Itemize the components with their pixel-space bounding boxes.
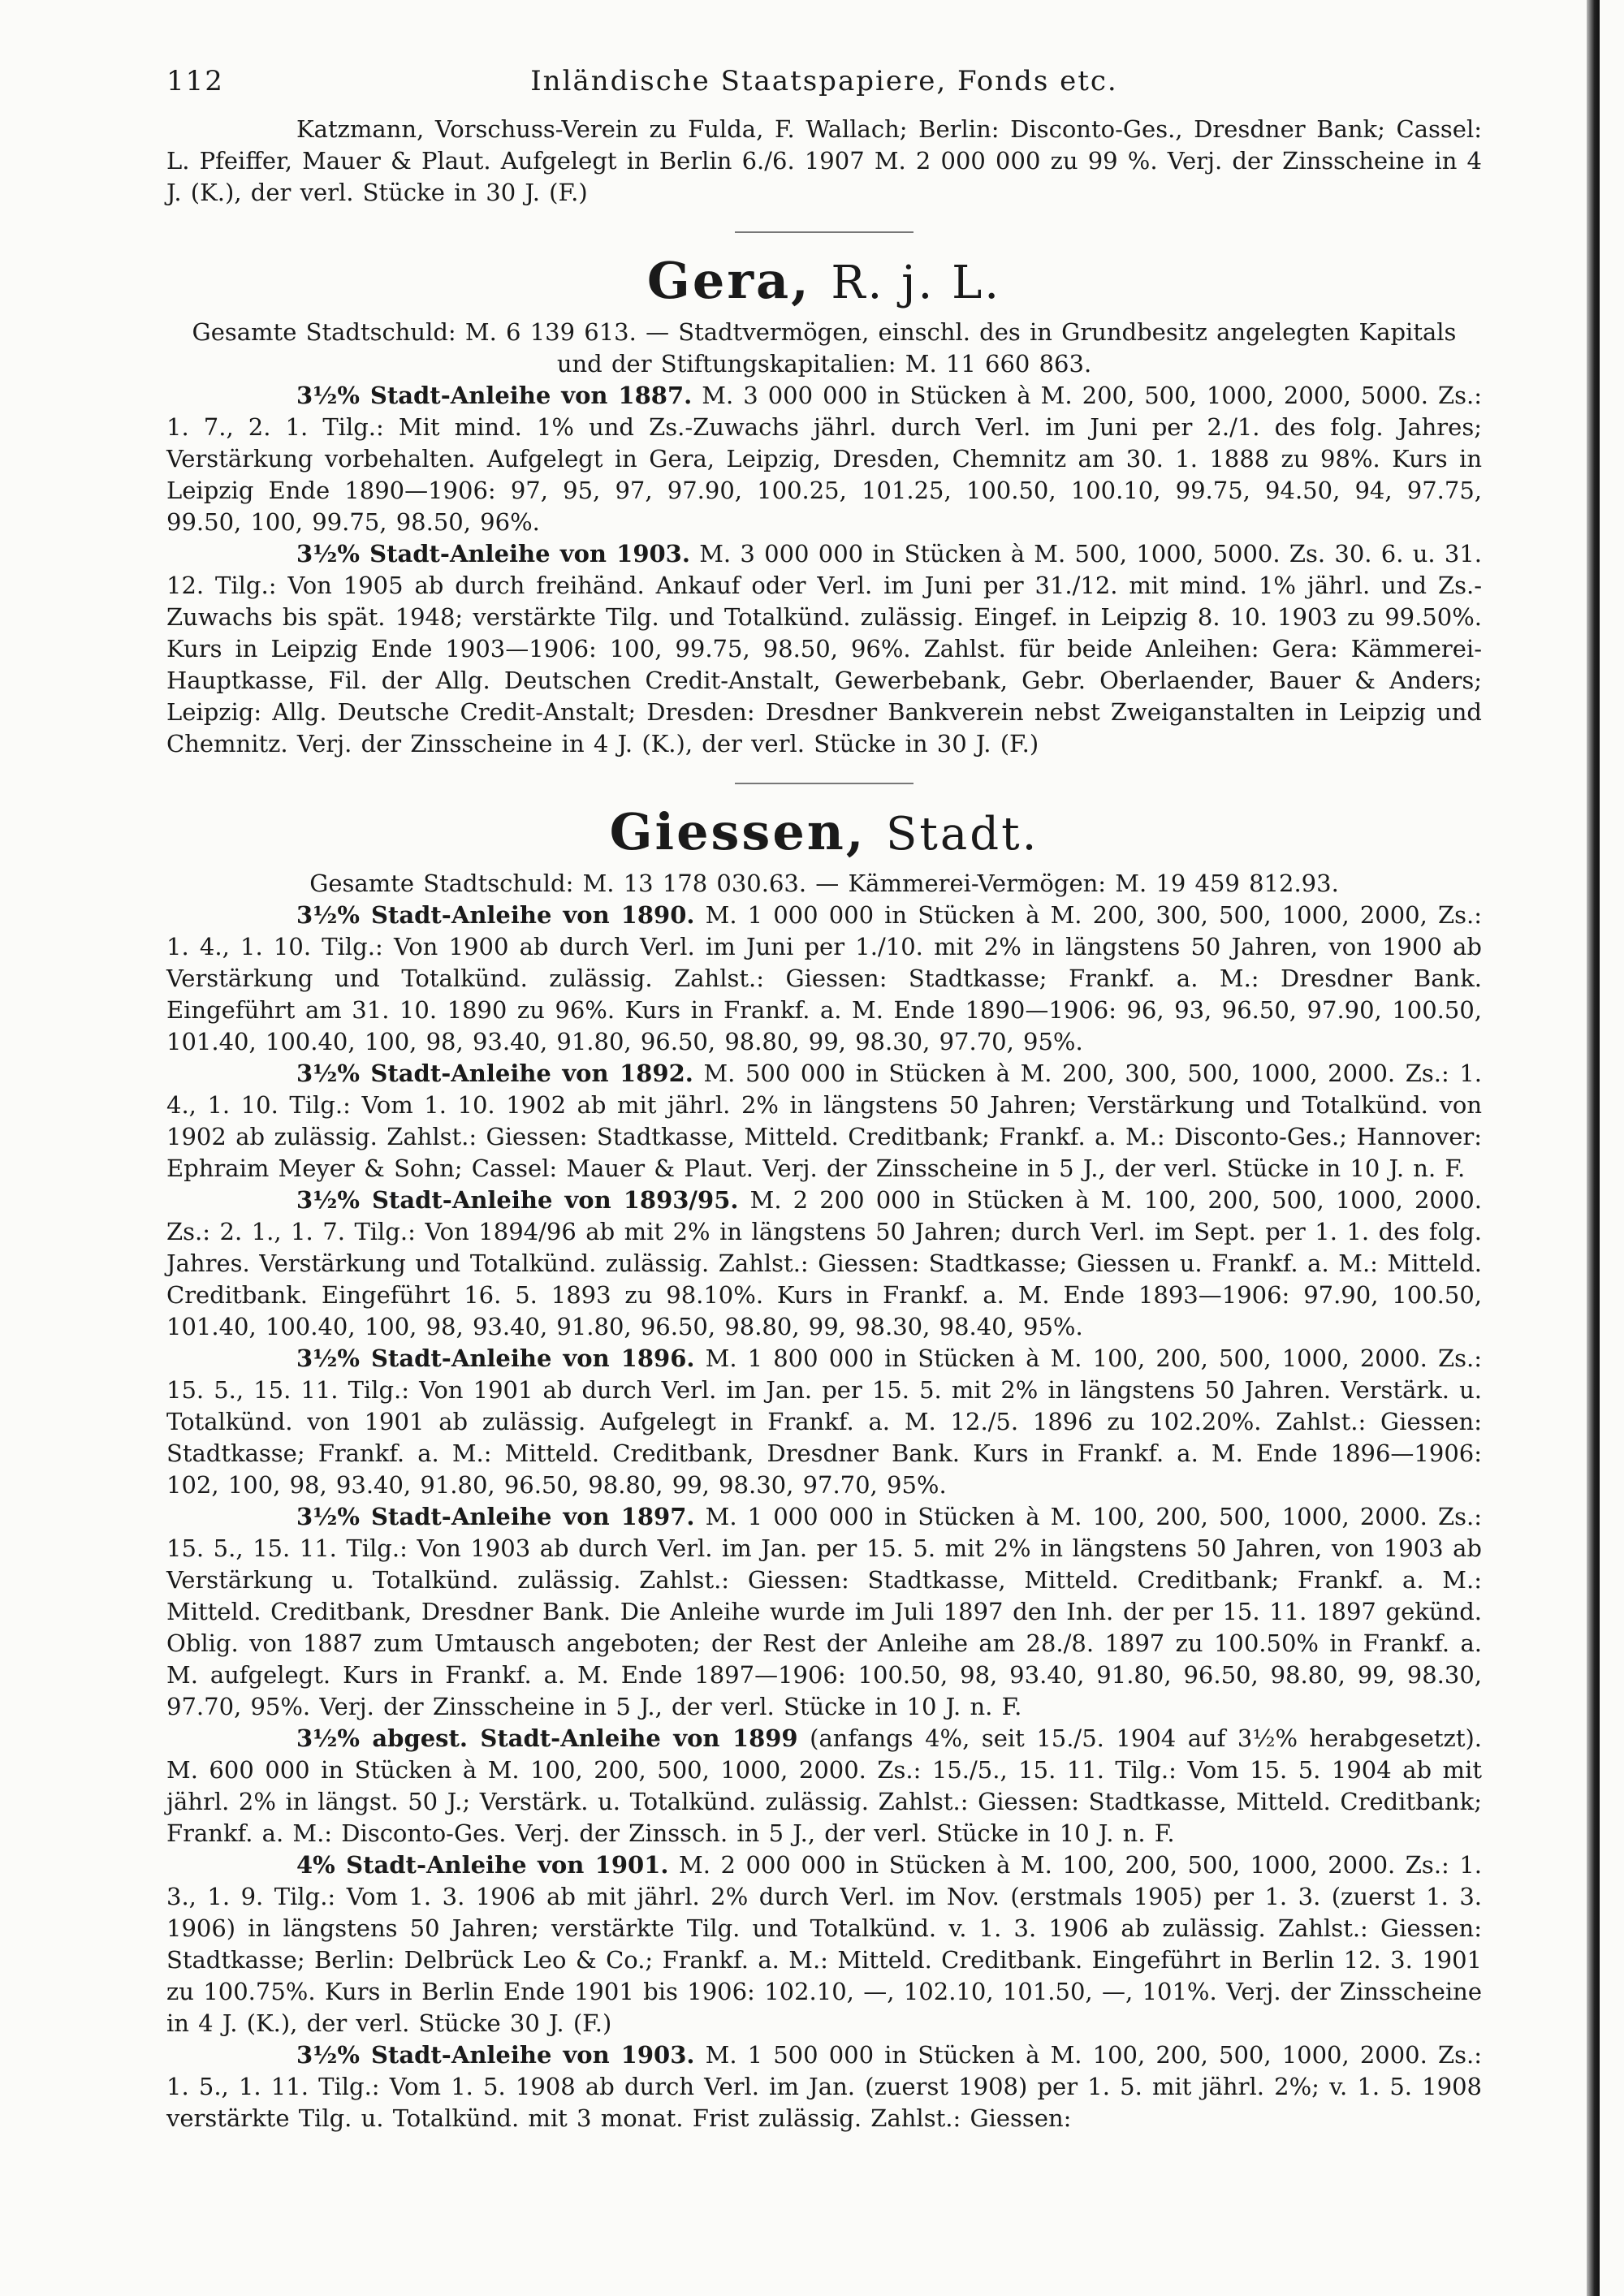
- giessen-entry-1896: [166, 1343, 1482, 1501]
- entry-heading: 3½% Stadt-Anleihe von 1892.: [296, 1060, 693, 1087]
- entry-text: M. 2 000 000 in Stücken à M. 100, 200, 500, 1000, 2000. Zs.: 1. 3., 1. 9. Tilg.: Vom 1. 3. 1906 ab mit jährl. 2% durch Verl. im Nov. (erstmals 1905) per 1. 3. (zuerst 1. 3. 1906) in längstens 50 Jahren; verstärkte Tilg. und Totalkünd. v. 1. 3. 1906 ab zulässig. Zahlst.: Giessen: Stadtkasse; Berlin: Delbrück Leo & Co.; Frankf. a. M.: Mitteld. Creditbank. Eingeführt in Berlin 12. 3. 1901 zu 100.75%. Kurs in Berlin Ende 1901 bis 1906: 102.10, —, 102.10, 101.50, —, 101%. Verj. der Zinsscheine in 4 J. (K.), der verl. Stücke 30 J. (F.): [166, 1851, 1483, 2037]
- gera-summary: Gesamte Stadtschuld: M. 6 139 613. — Stadtvermögen, einschl. des in Grundbesitz angelegten Kapitals und der Stiftungskapitalien: M. 11 660 863.: [192, 318, 1457, 378]
- running-title: Inländische Staatspapiere, Fonds etc.: [530, 65, 1118, 97]
- giessen-summary: Gesamte Stadtschuld: M. 13 178 030.63. — Kämmerei-Vermögen: M. 19 459 812.93.: [309, 870, 1339, 897]
- entry-heading: 3½% abgest. Stadt-Anleihe von 1899: [296, 1724, 798, 1752]
- giessen-title-sub: Stadt.: [886, 808, 1039, 861]
- entry-text: M. 3 000 000 in Stücken à M. 200, 500, 1000, 2000, 5000. Zs.: 1. 7., 2. 1. Tilg.: Mit mind. 1% und Zs.-Zuwachs jährl. durch Verl. im Juni per 2./1. des folg. Jahres; Verstärkung vorbehalten. Aufgelegt in Gera, Leipzig, Dresden, Chemnitz am 30. 1. 1888 zu 98%. Kurs in Leipzig Ende 1890—1906: 97, 95, 97, 97.90, 100.25, 101.25, 100.50, 100.10, 99.75, 94.50, 94, 97.75, 99.50, 100, 99.75, 98.50, 96%.: [166, 382, 1483, 536]
- entry-text: M. 3 000 000 in Stücken à M. 500, 1000, 5000. Zs. 30. 6. u. 31. 12. Tilg.: Von 1905 ab durch freihänd. Ankauf oder Verl. im Juni per 31./12. mit mind. 1% jährl. und Zs.-Zuwachs bis spät. 1948; verstärkte Tilg. und Totalkünd. zulässig. Eingef. in Leipzig 8. 10. 1903 zu 99.50%. Kurs in Leipzig Ende 1903—1906: 100, 99.75, 98.50, 96%. Zahlst. für beide Anleihen: Gera: Kämmerei-Hauptkasse, Fil. der Allg. Deutschen Credit-Anstalt, Gewerbebank, Gebr. Oberlaender, Bauer & Anders; Leipzig: Allg. Deutsche Credit-Anstalt; Dresden: Dresdner Bankverein nebst Zweiganstalten in Leipzig und Chemnitz. Verj. der Zinsscheine in 4 J. (K.), der verl. Stücke in 30 J. (F.): [166, 540, 1482, 757]
- entry-text: (anfangs 4%, seit 15./5. 1904 auf 3½% herabgesetzt). M. 600 000 in Stücken à M. 100, 200, 500, 1000, 2000. Zs.: 15./5., 15. 11. Tilg.: Vom 15. 5. 1904 ab mit jährl. 2% in längst. 50 J.; Verstärk. u. Totalkünd. zulässig. Zahlst.: Giessen: Stadtkasse, Mitteld. Creditbank; Frankf. a. M.: Disconto-Ges. Verj. der Zinssch. in 5 J., der verl. Stücke in 10 J. n. F.: [166, 1724, 1483, 1847]
- gera-title: Gera,: [646, 251, 811, 310]
- gera-title-sub: R. j. L.: [831, 257, 1002, 309]
- giessen-entry-1901: [166, 1849, 1482, 2039]
- entry-text: M. 1 000 000 in Stücken à M. 200, 300, 500, 1000, 2000, Zs.: 1. 4., 1. 10. Tilg.: Von 1900 ab durch Verl. im Juni per 1./10. mit 2% in längstens 50 Jahren, von 1900 ab Verstärkung und Totalkünd. zulässig. Zahlst.: Giessen: Stadtkasse; Frankf. a. M.: Dresdner Bank. Eingeführt am 31. 10. 1890 zu 96%. Kurs in Frankf. a. M. Ende 1890—1906: 96, 93, 96.50, 97.90, 100.50, 101.40, 100.40, 100, 98, 93.40, 91.80, 96.50, 98.80, 99, 98.30, 97.70, 95%.: [166, 901, 1482, 1055]
- intro-paragraph: [166, 114, 1482, 209]
- entry-heading: 3½% Stadt-Anleihe von 1893/95.: [296, 1186, 739, 1214]
- giessen-entry-1892: [166, 1058, 1482, 1185]
- page-header: [166, 65, 1482, 114]
- giessen-entry-1897: [166, 1501, 1482, 1723]
- giessen-heading: [166, 804, 1482, 863]
- entry-text: M. 1 800 000 in Stücken à M. 100, 200, 500, 1000, 2000. Zs.: 15. 5., 15. 11. Tilg.: Von 1901 ab durch Verl. im Jan. per 15. 5. mit 2% in längstens 50 Jahren. Verstärk. u. Totalkünd. von 1901 ab zulässig. Aufgelegt in Frankf. a. M. 12./5. 1896 zu 102.20%. Zahlst.: Giessen: Stadtkasse; Frankf. a. M.: Mitteld. Creditbank, Dresdner Bank. Kurs in Frankf. a. M. Ende 1896—1906: 102, 100, 98, 93.40, 91.80, 96.50, 98.80, 99, 98.30, 97.70, 95%.: [166, 1344, 1482, 1499]
- giessen-title: Giessen,: [609, 802, 866, 861]
- section-divider: [735, 231, 914, 233]
- giessen-entry-1903: [166, 2039, 1482, 2134]
- page-number: 112: [166, 65, 224, 97]
- gera-entry-1903: [166, 538, 1482, 760]
- giessen-entry-1890: [166, 900, 1482, 1058]
- entry-text: M. 1 500 000 in Stücken à M. 100, 200, 500, 1000, 2000. Zs.: 1. 5., 1. 11. Tilg.: Vom 1. 5. 1908 ab durch Verl. im Jan. (zuerst 1908) per 1. 5. mit jährl. 2%; v. 1. 5. 1908 verstärkte Tilg. u. Totalkünd. mit 3 monat. Frist zulässig. Zahlst.: Giessen:: [166, 2041, 1482, 2132]
- entry-heading: 3½% Stadt-Anleihe von 1896.: [296, 1344, 695, 1372]
- gera-entry-1887: [166, 380, 1482, 538]
- entry-text: M. 2 200 000 in Stücken à M. 100, 200, 500, 1000, 2000. Zs.: 2. 1., 1. 7. Tilg.: Von 1894/96 ab mit 2% in längstens 50 Jahren; durch Verl. im Sept. per 1. 1. des folg. Jahres. Verstärkung und Totalkünd. zulässig. Zahlst.: Giessen: Stadtkasse; Giessen u. Frankf. a. M.: Mitteld. Creditbank. Eingeführt 16. 5. 1893 zu 98.10%. Kurs in Frankf. a. M. Ende 1893—1906: 97.90, 100.50, 101.40, 100.40, 100, 98, 93.40, 91.80, 96.50, 98.80, 99, 98.30, 98.40, 95%.: [166, 1186, 1483, 1340]
- gera-heading: [166, 252, 1482, 312]
- gera-section: [166, 317, 1482, 760]
- section-divider: [735, 783, 914, 784]
- entry-text: M. 1 000 000 in Stücken à M. 100, 200, 500, 1000, 2000. Zs.: 15. 5., 15. 11. Tilg.: Von 1903 ab durch Verl. im Jan. per 15. 5. mit 2% in längstens 50 Jahren, von 1903 ab Verstärkung u. Totalkünd. zulässig. Zahlst.: Giessen: Stadtkasse, Mitteld. Creditbank; Frankf. a. M.: Mitteld. Creditbank, Dresdner Bank. Die Anleihe wurde im Juli 1897 den Inh. der per 15. 11. 1897 gekünd. Oblig. von 1887 zum Umtausch angeboten; der Rest der Anleihe am 28./8. 1897 zu 100.50% in Frankf. a. M. aufgelegt. Kurs in Frankf. a. M. Ende 1897—1906: 100.50, 98, 93.40, 91.80, 96.50, 98.80, 99, 98.30, 97.70, 95%. Verj. der Zinsscheine in 5 J., der verl. Stücke in 10 J. n. F.: [166, 1503, 1482, 1720]
- giessen-entry-1899: [166, 1723, 1482, 1849]
- entry-heading: 4% Stadt-Anleihe von 1901.: [296, 1851, 669, 1879]
- entry-text: M. 500 000 in Stücken à M. 200, 300, 500, 1000, 2000. Zs.: 1. 4., 1. 10. Tilg.: Vom 1. 10. 1902 ab mit jährl. 2% in längstens 50 Jahren; Verstärkung und Totalkünd. von 1902 ab zulässig. Zahlst.: Giessen: Stadtkasse, Mitteld. Creditbank; Frankf. a. M.: Disconto-Ges.; Hannover: Ephraim Meyer & Sohn; Cassel: Mauer & Plaut. Verj. der Zinsscheine in 5 J., der verl. Stücke in 10 J. n. F.: [166, 1060, 1482, 1182]
- entry-heading: 3½% Stadt-Anleihe von 1890.: [296, 901, 695, 929]
- giessen-section: [166, 868, 1482, 2134]
- entry-heading: 3½% Stadt-Anleihe von 1903.: [296, 540, 690, 568]
- entry-heading: 3½% Stadt-Anleihe von 1887.: [296, 382, 693, 409]
- scan-edge-shadow: [1587, 0, 1600, 2296]
- document-page: [166, 65, 1482, 2134]
- entry-heading: 3½% Stadt-Anleihe von 1897.: [296, 1503, 695, 1530]
- giessen-entry-1893-95: [166, 1185, 1482, 1343]
- entry-heading: 3½% Stadt-Anleihe von 1903.: [296, 2041, 695, 2069]
- intro-text: Katzmann, Vorschuss-Verein zu Fulda, F. Wallach; Berlin: Disconto-Ges., Dresdner Bank; Cassel: L. Pfeiffer, Mauer & Plaut. Aufgelegt in Berlin 6./6. 1907 M. 2 000 000 zu 99 %. Verj. der Zinsscheine in 4 J. (K.), der verl. Stücke in 30 J. (F.): [166, 115, 1482, 206]
